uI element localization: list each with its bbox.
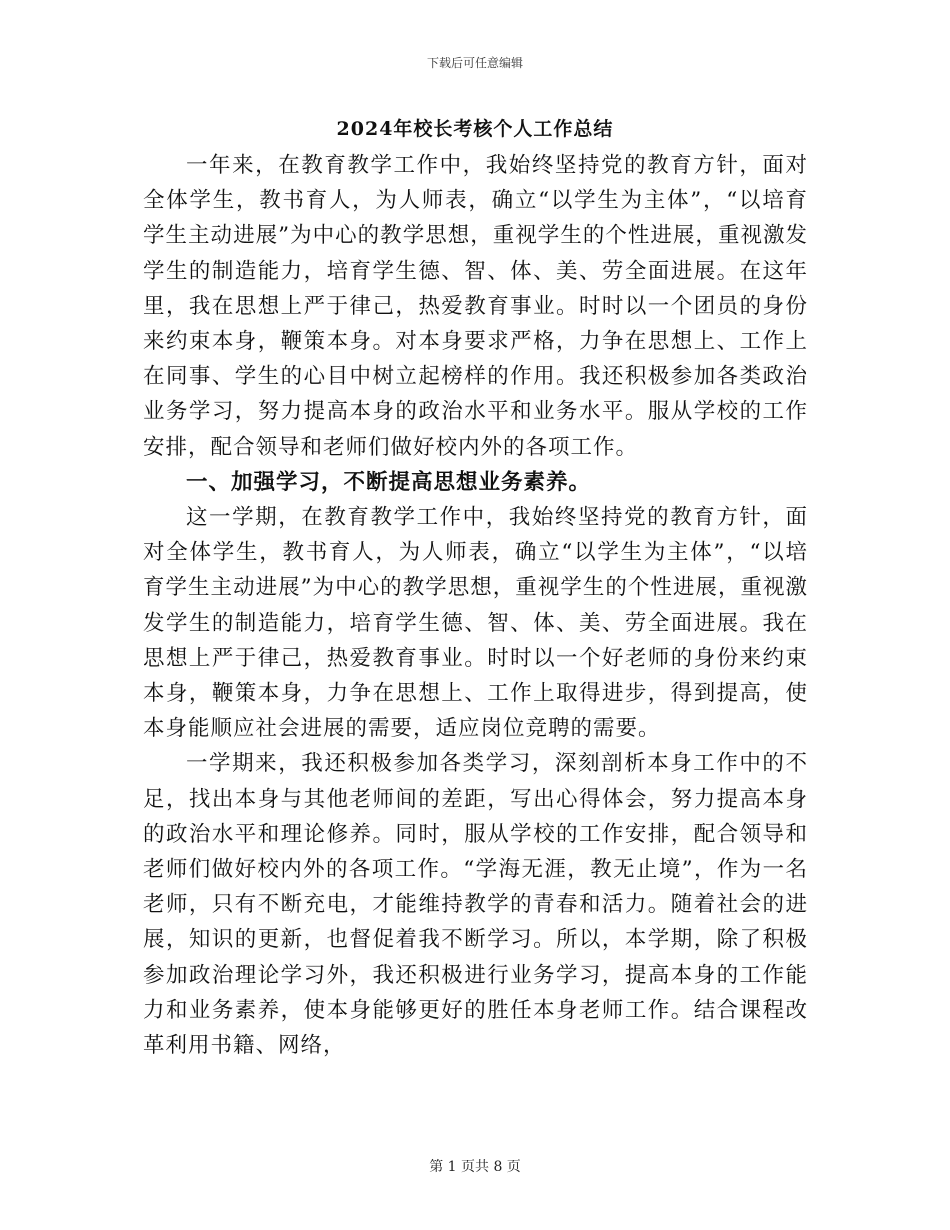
paragraph-study: 一学期来，我还积极参加各类学习，深刻剖析本身工作中的不足，找出本身与其他老师间的差距，写出心得体会，努力提高本身的政治水平和理论修养。同时，服从学校的工作安排，配合领导和老师们做好校内外的各项工作。“学海无涯，教无止境”，作为一名老师，只有不断充电，才能维持教学的青春和活力。随着社会的进展，知识的更新，也督促着我不断学习。所以，本学期，除了积极参加政治理论学习外，我还积极进行业务学习，提高本身的工作能力和业务素养，使本身能够更好的胜任本身老师工作。结合课程改革利用书籍、网络， — [143, 751, 808, 1059]
document-body — [143, 148, 808, 1063]
page-number: 第 1 页共 8 页 — [429, 1159, 521, 1175]
section-heading-1: 一、加强学习，不断提高思想业务素养。 — [186, 469, 592, 495]
document-title: 2024年校长考核个人工作总结 — [336, 118, 614, 140]
paragraph-semester: 这一学期，在教育教学工作中，我始终坚持党的教育方针，面对全体学生，教书育人，为人师表，确立“以学生为主体”，“以培育学生主动进展”为中心的教学思想，重视学生的个性进展，重视激发学生的制造能力，培育学生德、智、体、美、劳全面进展。我在思想上严于律己，热爱教育事业。时时以一个好老师的身份来约束本身，鞭策本身，力争在思想上、工作上取得进步，得到提高，使本身能顺应社会进展的需要，适应岗位竞聘的需要。 — [143, 505, 808, 742]
paragraph-intro: 一年来，在教育教学工作中，我始终坚持党的教育方针，面对全体学生，教书育人，为人师表，确立“以学生为主体”，“以培育学生主动进展”为中心的教学思想，重视学生的个性进展，重视激发学生的制造能力，培育学生德、智、体、美、劳全面进展。在这年里，我在思想上严于律己，热爱教育事业。时时以一个团员的身份来约束本身，鞭策本身。对本身要求严格，力争在思想上、工作上在同事、学生的心目中树立起榜样的作用。我还积极参加各类政治业务学习，努力提高本身的政治水平和业务水平。服从学校的工作安排，配合领导和老师们做好校内外的各项工作。 — [143, 153, 808, 460]
header-note: 下载后可任意编辑 — [426, 56, 523, 70]
